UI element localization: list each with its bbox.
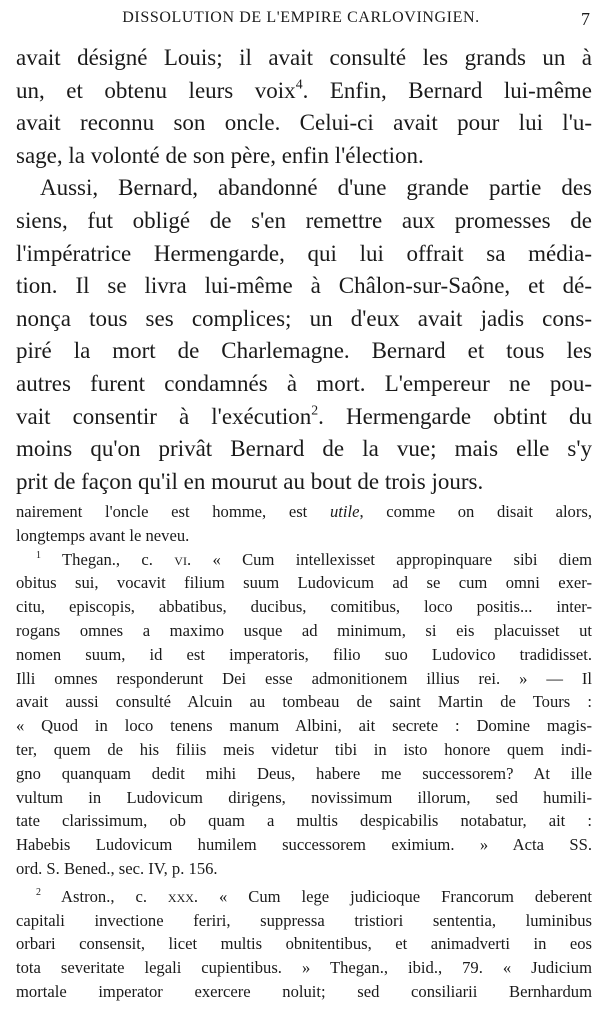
italic-word: utile <box>329 502 360 521</box>
footnote-line: vultum in Ludovicum dirigens, novissimum illorum, sed humili- <box>16 787 592 807</box>
footnote-line: rogans omnes a maximo usque ad minimum, si eis placuisset ut <box>16 620 592 640</box>
text-fragment: , comme on disait alors, <box>359 502 592 521</box>
footnote-line: Illi omnes responderunt Dei esse admonitionem illius rei. » — Il <box>16 668 592 688</box>
text-line: nonça tous ses complices; un d'eux avait jadis cons- <box>16 305 592 331</box>
footnote-line: mortale imperator exercere noluit; sed consiliarii Bernhardum <box>16 981 592 1001</box>
footnote-line: orbari consensit, licet multis obnitentibus, et animadverti in eos <box>16 934 592 954</box>
text-line: sage, la volonté de son père, enfin l'élection. <box>16 142 424 168</box>
footnote-line: nomen suum, id est imperatoris, filio suo Ludovico tradidisset. <box>16 644 592 664</box>
running-head: DISSOLUTION DE L'EMPIRE CARLOVINGIEN. <box>122 9 480 26</box>
page-number: 7 <box>581 9 590 29</box>
footnote-line: gno quanquam dedit mihi Deus, habere me successorem? At ille <box>16 763 592 783</box>
text-line: piré la mort de Charlemagne. Bernard et tous les <box>16 338 592 364</box>
text-line: tion. Il se livra lui-même à Châlon-sur-Saône, et dé- <box>16 273 592 299</box>
text-line: prit de façon qu'il en mourut au bout de trois jours. <box>16 468 484 494</box>
text-line: autres furent condamnés à mort. L'empereur ne pou- <box>16 370 592 396</box>
text-fragment: . Hermengarde obtint du <box>318 403 592 429</box>
footnote-line <box>16 548 592 572</box>
page-header <box>12 9 590 35</box>
text-fragment: . Enfin, Bernard lui-même <box>302 77 593 103</box>
footnote-line <box>16 500 592 524</box>
chapter-number: xxx <box>167 886 194 906</box>
text-line <box>16 401 592 434</box>
footnote-line: obitus sui, vocavit filium suum Ludovicum ad se cum omni exer- <box>16 573 592 593</box>
footnote-line: tate clarissimum, ob quam a multis despicabilis notabatur, ait : <box>16 811 592 831</box>
footnote-marker: 1 <box>36 549 41 561</box>
text-line: avait désigné Louis; il avait consulté les grands un à <box>16 45 592 70</box>
footnote-line: ter, quem de his filiis meis videtur tibi in isto honore quem indi- <box>16 739 592 759</box>
footnotes <box>16 500 592 1004</box>
footnote-ref: 2 <box>311 401 319 417</box>
text-fragment: Astron., c. <box>40 886 168 906</box>
footnote-line: « Quod in loco tenens manum Albini, ait secrete : Domine magis- <box>16 716 592 736</box>
text-fragment: un, et obtenu leurs voix <box>16 77 296 103</box>
footnote-line: avait aussi consulté Alcuin au tombeau de saint Martin de Tours : <box>16 692 592 712</box>
main-text <box>16 42 592 498</box>
text-fragment: vait consentir à l'exécution <box>16 403 312 429</box>
footnote-line: citu, episcopis, abbatibus, ducibus, comitibus, loco positis... inter- <box>16 597 592 617</box>
footnote-line: longtemps avant le neveu. <box>16 525 190 545</box>
footnote-marker: 2 <box>36 886 41 898</box>
footnote-line <box>16 885 592 909</box>
footnote-line: Habebis Ludovicum humilem successorem eximium. » Acta SS. <box>16 835 592 855</box>
footnote-line: capitali invectione feriri, suppressa tristiori sententia, luminibus <box>16 910 592 930</box>
text-line: siens, fut obligé de s'en remettre aux promesses de <box>16 207 592 233</box>
text-fragment: . « Cum lege judicioque Francorum deberent <box>193 886 592 906</box>
text-line <box>16 75 592 108</box>
text-line: l'impératrice Hermengarde, qui lui offrait sa média- <box>16 240 592 266</box>
text-line: avait reconnu son oncle. Celui-ci avait pour lui l'u- <box>16 110 592 136</box>
footnote-line: tota severitate legali cupientibus. » Thegan., ibid., 79. « Judicium <box>16 958 592 978</box>
text-line: Aussi, Bernard, abandonné d'une grande partie des <box>40 175 592 201</box>
text-fragment: Thegan., c. <box>40 549 175 569</box>
footnote-line: ord. S. Bened., sec. IV, p. 156. <box>16 858 218 878</box>
footnote-ref: 4 <box>295 75 303 91</box>
chapter-number: vi <box>174 549 187 569</box>
text-line: moins qu'on privât Bernard de la vue; mais elle s'y <box>16 436 592 462</box>
text-fragment: nairement l'oncle est homme, est <box>16 502 330 521</box>
text-fragment: . « Cum intellexisset appropinquare sibi diem <box>186 549 592 569</box>
